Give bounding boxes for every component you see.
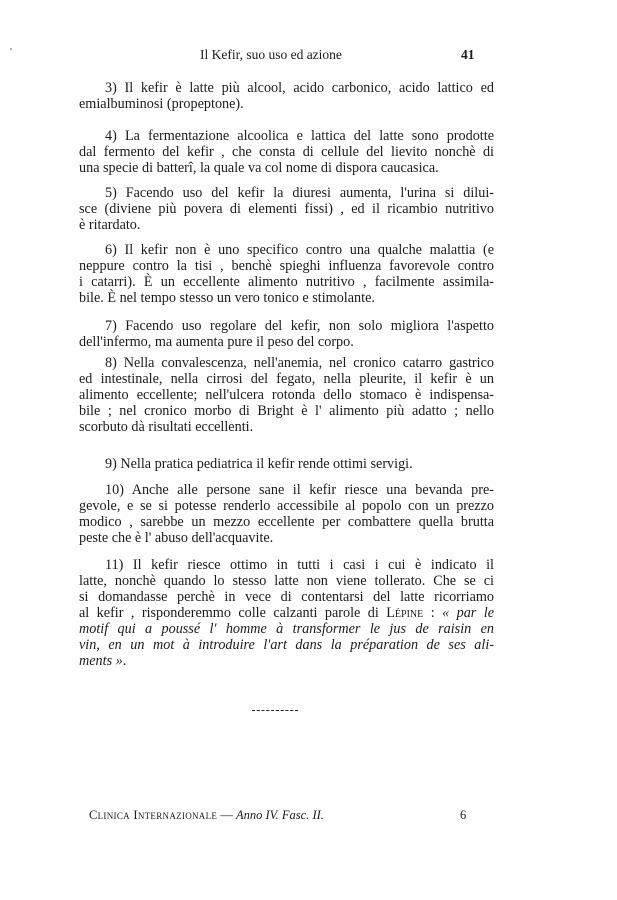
text-line — [79, 403, 494, 419]
text-line — [79, 258, 494, 274]
text-segment: scorbuto dà risultati eccellenti. — [79, 419, 254, 435]
text-segment: modico , sarebbe un mezzo eccellente per combattere quella brutta — [79, 514, 494, 530]
text-line — [79, 419, 494, 435]
text-line — [105, 482, 494, 498]
footer-journal — [89, 808, 324, 823]
text-line — [79, 637, 494, 653]
text-segment: 11) Il kefir riesce ottimo in tutti i casi i cui è indicato il — [105, 557, 494, 573]
text-line — [105, 557, 494, 573]
text-segment: 4) La fermentazione alcoolica e lattica del latte sono prodotte — [105, 128, 494, 144]
text-line — [79, 144, 494, 160]
text-segment: peste che è l' abuso dell'acquavite. — [79, 530, 274, 546]
text-line — [105, 185, 494, 201]
text-line — [79, 530, 494, 546]
text-segment: gevole, e se si potesse renderlo accessibile al popolo con un prezzo — [79, 498, 494, 514]
text-line — [79, 201, 494, 217]
text-segment: latte, nonchè quando lo stesso latte non viene tollerato. Che se ci — [79, 573, 494, 589]
footer-dash: — — [217, 808, 236, 822]
text-segment: dal fermento del kefir , che consta di cellule del lievito nonchè di — [79, 144, 494, 160]
text-segment: bile. È nel tempo stesso un vero tonico e stimolante. — [79, 290, 375, 306]
text-segment: ed intestinale, nella cirrosi del fegato, nella pleurite, il kefir è un — [79, 371, 494, 387]
french-quote: motif qui a poussé l' homme à transformer le jus de raisin en — [79, 621, 494, 637]
journal-issue: Anno IV. Fasc. II. — [235, 808, 324, 822]
text-line — [79, 387, 494, 403]
text-line — [105, 456, 494, 472]
text-line — [105, 318, 494, 334]
text-segment: : — [423, 605, 443, 621]
text-segment: 8) Nella convalescenza, nell'anemia, nel cronico catarro gastrico — [105, 355, 494, 371]
text-line — [79, 653, 494, 669]
text-segment: si domandasse perchè in vece di contentarsi del latte ricorriamo — [79, 589, 494, 605]
text-line — [79, 274, 494, 290]
text-line — [105, 355, 494, 371]
text-segment: bile ; nel cronico morbo di Bright è l' alimento più adatto ; nello — [79, 403, 494, 419]
text-line — [79, 605, 494, 621]
text-line — [105, 128, 494, 144]
text-line — [79, 371, 494, 387]
text-line — [79, 160, 494, 176]
french-quote: ments » — [79, 653, 123, 669]
signature-mark: 6 — [460, 808, 467, 822]
french-quote: « par le — [442, 605, 494, 621]
text-line — [79, 573, 494, 589]
text-segment: 3) Il kefir è latte più alcool, acido carbonico, acido lattico ed — [105, 80, 494, 96]
text-segment: neppure contro la tisi , benchè spieghi influenza favorevole contro — [79, 258, 494, 274]
text-segment: è ritardato. — [79, 217, 141, 233]
text-line — [79, 589, 494, 605]
text-segment: 6) Il kefir non è uno specifico contro una qualche malattia (e — [105, 242, 494, 258]
section-separator — [252, 710, 298, 711]
text-segment: emialbuminosi (propeptone). — [79, 96, 244, 112]
text-line — [79, 334, 494, 350]
text-segment: 9) Nella pratica pediatrica il kefir rende ottimi servigi. — [105, 456, 413, 472]
french-quote: vin, en un mot à introduire l'art dans la préparation de ses ali- — [79, 637, 494, 653]
text-segment: 10) Anche alle persone sane il kefir riesce una bevanda pre- — [105, 482, 494, 498]
text-line — [79, 96, 494, 112]
text-line — [79, 621, 494, 637]
running-header-title: Il Kefir, suo uso ed azione — [200, 47, 342, 62]
page-number: 41 — [461, 47, 475, 62]
text-segment: una specie di batterî, la quale va col nome di dispora caucasica. — [79, 160, 439, 176]
text-segment: 5) Facendo uso del kefir la diuresi aumenta, l'urina si dilui- — [105, 185, 494, 201]
scan-speck — [10, 48, 12, 50]
text-segment: alimento eccellente; nell'ulcera rotonda dello stomaco è indispensa- — [79, 387, 494, 403]
text-line — [105, 80, 494, 96]
text-line — [79, 290, 494, 306]
text-line — [79, 217, 494, 233]
text-segment: . — [122, 653, 127, 669]
text-segment: sce (diviene più povera di elementi fissi) , ed il ricambio nutritivo — [79, 201, 494, 217]
text-segment: al kefir , risponderemmo colle calzanti parole di — [79, 605, 387, 621]
text-segment: 7) Facendo uso regolare del kefir, non solo migliora l'aspetto — [105, 318, 494, 334]
text-line — [79, 498, 494, 514]
text-segment: dell'infermo, ma aumenta pure il peso del corpo. — [79, 334, 354, 350]
text-line — [79, 514, 494, 530]
text-segment: i catarri). È un eccellente alimento nutritivo , facilmente assimila- — [79, 274, 494, 290]
author-name: Lépine — [386, 605, 424, 621]
text-line — [105, 242, 494, 258]
journal-name: Clinica Internazionale — [89, 808, 218, 822]
